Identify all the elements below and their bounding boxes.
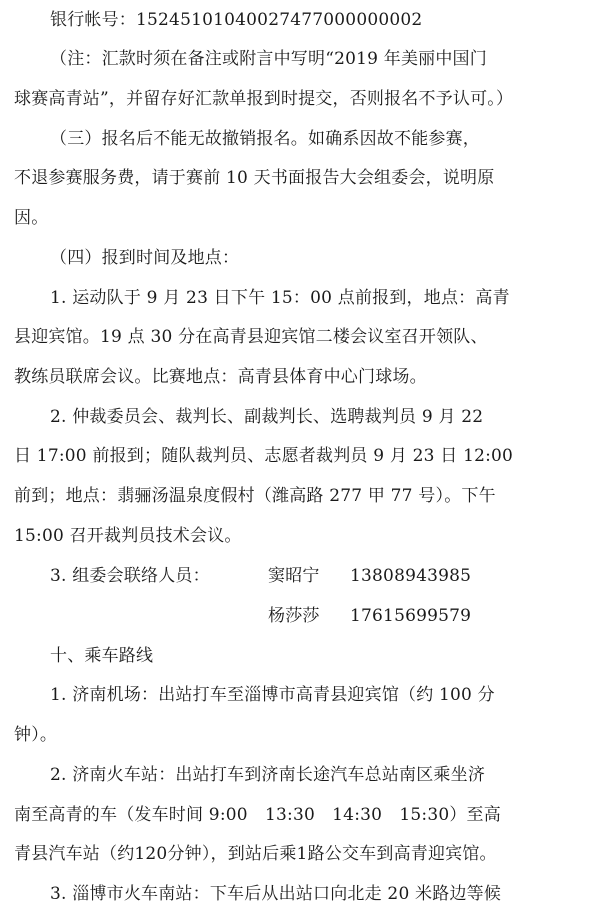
bank-account-line: 银行帐号：15245101040027477000000002: [50, 10, 423, 30]
item-2-line-3: 前到；地点：翡骊汤温泉度假村（潍高路 277 甲 77 号）。下午: [14, 486, 496, 506]
item-2-line-1: 2. 仲裁委员会、裁判长、副裁判长、选聘裁判员 9 月 22: [50, 407, 484, 427]
contact-name-2: 杨莎莎: [268, 606, 320, 626]
contact-phone-2: 17615699579: [350, 606, 472, 626]
contact-phone-1: 13808943985: [350, 566, 472, 586]
route-2-line-1: 2. 济南火车站：出站打车到济南长途汽车总站南区乘坐济: [50, 765, 486, 785]
route-1-line-2: 钟）。: [14, 725, 58, 745]
section-3-line-2: 不退参赛服务费，请于赛前 10 天书面报告大会组委会，说明原: [14, 168, 495, 188]
route-2-line-3: 青县汽车站（约120分钟），到站后乘1路公交车到高青迎宾馆。: [14, 844, 497, 864]
section-10-heading: 十、乘车路线: [50, 646, 154, 666]
section-4-heading: （四）报到时间及地点：: [50, 248, 240, 268]
item-1-line-3: 教练员联席会议。比赛地点：高青县体育中心门球场。: [14, 367, 427, 387]
item-2-line-4: 15:00 召开裁判员技术会议。: [14, 526, 242, 546]
route-2-line-2: 南至高青的车（发车时间 9:00 13:30 14:30 15:30）至高: [14, 805, 501, 825]
item-1-line-1: 1. 运动队于 9 月 23 日下午 15：00 点前报到，地点：高青: [50, 288, 510, 308]
remittance-note-line-1: （注：汇款时须在备注或附言中写明“2019 年美丽中国门: [50, 49, 487, 69]
item-3-label: 3. 组委会联络人员：: [50, 566, 210, 586]
contact-name-1: 窦昭宁: [268, 566, 320, 586]
item-1-line-2: 县迎宾馆。19 点 30 分在高青县迎宾馆二楼会议室召开领队、: [14, 327, 488, 347]
section-3-line-1: （三）报名后不能无故撤销报名。如确系因故不能参赛，: [50, 129, 480, 149]
route-1-line-1: 1. 济南机场：出站打车至淄博市高青县迎宾馆（约 100 分: [50, 685, 495, 705]
route-3-line-1: 3. 淄博市火车南站：下车后从出站口向北走 20 米路边等候: [50, 884, 502, 904]
section-3-line-3: 因。: [14, 208, 49, 228]
remittance-note-line-2: 球赛高青站”，并留存好汇款单报到时提交，否则报名不予认可。）: [14, 89, 514, 109]
item-2-line-2: 日 17:00 前报到；随队裁判员、志愿者裁判员 9 月 23 日 12:00: [14, 446, 514, 466]
